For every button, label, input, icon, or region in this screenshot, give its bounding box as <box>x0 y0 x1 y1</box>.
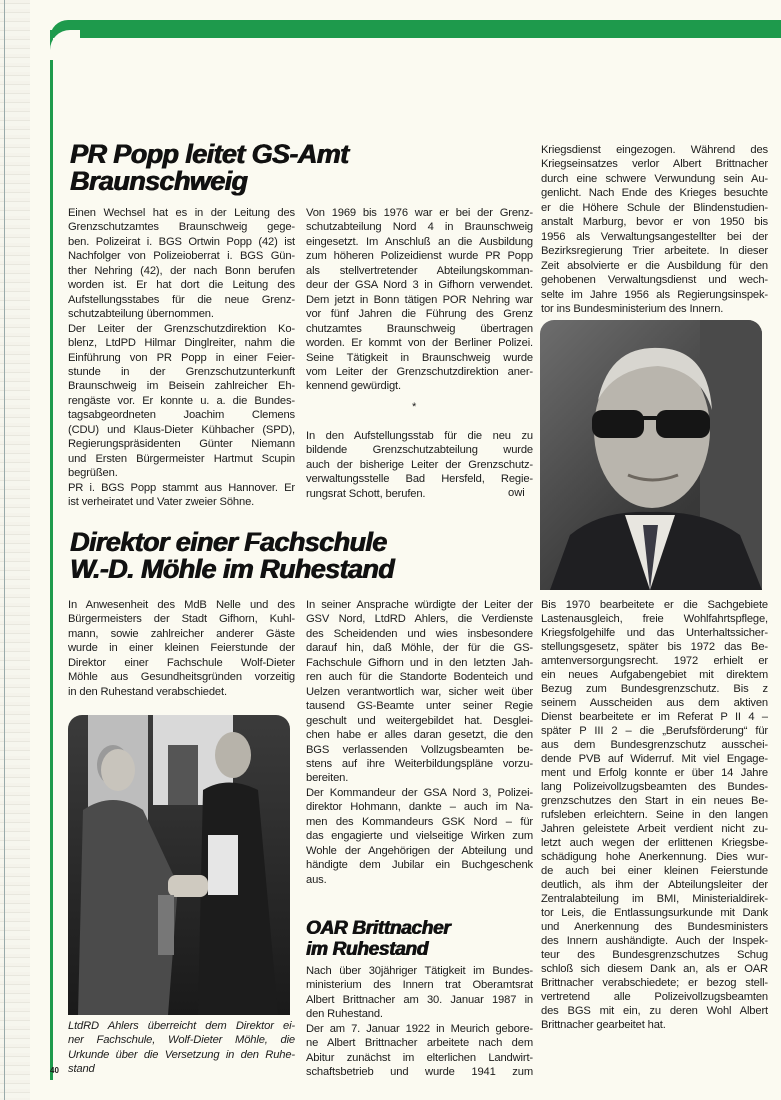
text-line: Kriegsdienst eingezogen. Während des <box>541 144 768 156</box>
text-line: in den Ruhestand verabschiedet. <box>68 685 227 698</box>
text-line: durch eine schwere Verwundung sein Au- <box>541 172 768 185</box>
text-line: des BGS mit ein, zu deren Wohl Albert <box>541 1005 768 1017</box>
green-margin-rule <box>50 30 53 1080</box>
handover-photo <box>68 715 290 1015</box>
text-line: chen habe er alles daran gesetzt, die den <box>306 729 533 742</box>
text-line: ministerium des Innern trat Oberamtsrat <box>306 979 533 992</box>
headline-line: im Ruhestand <box>306 939 429 960</box>
text-line: auch der bisherige Leiter der Grenzschutz- <box>306 458 533 471</box>
text-line: gehobenen Verwaltungsdienst und wech- <box>541 274 768 287</box>
text-line: geschult und weitergebildet hat. Desglei- <box>306 714 533 727</box>
article2-headline <box>70 529 394 583</box>
portrait-illustration <box>540 320 762 590</box>
text-line: In Anwesenheit des MdB Nelle und des <box>68 599 295 611</box>
text-line: BGS verlassenden Vollzugsbeamten be- <box>306 743 533 756</box>
text-line: rengäste vor. Er konnte u. a. die Bundes- <box>68 394 295 407</box>
article2-column2 <box>306 598 533 887</box>
text-line: Abitur zunächst im elterlichen Landwirt- <box>306 1051 533 1064</box>
text-line: aus dem Bundesgrenzschutz ausschei- <box>541 739 768 751</box>
text-line: Bezirksregierung Trier arbeitete. In dieser <box>541 245 768 258</box>
text-line: das engagierte und vielseitige Wirken zum <box>306 830 533 843</box>
headline-line: Braunschweig <box>70 166 248 196</box>
photo-caption <box>68 1019 295 1077</box>
text-line: Bürgermeisters der Stadt Gifhorn, Kuhl- <box>68 613 295 626</box>
text-line: ein neues Aufgabengebiet mit direktem <box>541 669 768 681</box>
text-line: Wohle der Angehörigen der Abteilung und <box>306 844 533 857</box>
text-line: Kriegseinsatzes verlor Albert Brittnacher <box>541 158 768 171</box>
text-line: Uelzen verantwortlich war, sicher weit über <box>306 685 533 698</box>
text-line: Braunschweig im Beisein zahlreicher Eh- <box>68 380 295 393</box>
text-line: ment und Erfolg konnte er über 14 Jahre <box>541 767 768 779</box>
text-line: blenz, LtdPD Hilmar Dinglreiter, nahm die <box>68 337 295 350</box>
text-line: Möhle aus Gesundheitsgründen vorzeitig <box>68 671 295 684</box>
headline-line: OAR Brittnacher <box>306 918 451 939</box>
text-line: Grenzschutzamtes Braunschweig gege- <box>68 221 295 234</box>
text-line: chutzamtes Braunschweig übertragen <box>306 322 533 335</box>
text-line: worden. Er kommt von der Berliner Polizei. <box>306 337 533 350</box>
page-number: 40 <box>50 1066 59 1075</box>
text-line: Der Leiter der Grenzschutzdirektion Ko- <box>68 322 295 335</box>
text-line: Direktor einer Fachschule Wolf-Dieter <box>68 656 295 669</box>
author-signature: owi <box>508 487 525 499</box>
text-line: zum höheren Polizeidienst wurde PR Popp <box>306 250 533 263</box>
text-line: vom Leiter der Grenzschutzdirektion aner- <box>306 365 533 378</box>
text-line: und Ersten Bürgermeister Hartmut Scupin <box>68 452 295 465</box>
text-line: de auch bei einer kleinen Feierstunde <box>541 865 768 877</box>
text-line: stellungsgesetz, später bis 1972 das Be- <box>541 641 768 653</box>
text-line: verwaltungsstelle Bad Hersfeld, Regie- <box>306 473 533 486</box>
article1-column2 <box>306 206 533 394</box>
text-line: tagsabgeordneten Joachim Clemens <box>68 409 295 422</box>
text-line: ren auch für die Standorte Bodenteich und <box>306 671 533 684</box>
text-line: Urkunde über die Versetzung in den Ruhe- <box>68 1048 295 1061</box>
text-line: und Anerkennung des Bundesministers <box>541 921 768 933</box>
headline-line: Direktor einer Fachschule <box>70 527 387 557</box>
text-line: schutzabteilung Nord 4 in Braunschweig <box>306 221 533 234</box>
text-line: schutzabteilung übernommen. <box>68 308 214 321</box>
text-line: Fachschule Gifhorn und in den letzten Jah- <box>306 656 533 669</box>
text-line: vertretend alle Polizeivollzugsbeamten <box>541 991 768 1003</box>
text-line: ner Fachschule, Wolf-Dieter Möhle, die <box>68 1034 295 1047</box>
text-line: Einführung von PR Popp in einer Feier- <box>68 351 295 364</box>
text-line: LtdRD Ahlers überreicht dem Direktor ei- <box>68 1020 295 1032</box>
text-line: Aufstellungsstabes für die neue Grenz- <box>68 293 295 306</box>
text-line: kennend gewürdigt. <box>306 380 401 393</box>
text-line: rufsleben erleichtern. Seine in den langen <box>541 809 768 821</box>
text-line: Dienst bearbeitete er im Referat P II 4 – <box>541 711 768 723</box>
text-line: darauf hin, daß Möhle, der für die GS- <box>306 642 533 655</box>
text-line: ist verheiratet und Vater zweier Söhne. <box>68 496 255 509</box>
text-line: grenzschutzes den Start in ein neues Be- <box>541 795 768 807</box>
text-line: Von 1969 bis 1976 war er bei der Grenz- <box>306 207 533 219</box>
portrait-photo-brittnacher <box>540 320 762 590</box>
text-line: tausend GS-Beamte unter seiner Regie <box>306 700 533 713</box>
text-line: vor fünf Jahren die Führung des Grenz <box>306 308 533 321</box>
text-line: den Ruhestand. <box>306 1008 383 1021</box>
text-line: Nach über 30jähriger Tätigkeit im Bundes- <box>306 965 533 977</box>
text-line: wurde in einer kleinen Feierstunde der <box>68 642 295 655</box>
text-line: er die Höhere Schule der Blindenstudien- <box>541 201 768 214</box>
text-line: tor Leis, die Entlassungsurkunde mit Dank <box>541 907 768 919</box>
text-line: stunde in der Grenzschutzunterkunft <box>68 365 295 378</box>
text-line: des Innern aushändigte. Auch der Inspek- <box>541 935 768 947</box>
article1-headline <box>70 141 348 195</box>
text-line: (CDU) und Klaus-Dieter Kühbacher (SPD), <box>68 423 295 436</box>
text-line: direktor Hohmann, dankte – auch im Na- <box>306 801 533 814</box>
text-line: Seine Tätigkeit in Braunschweig wurde <box>306 351 533 364</box>
text-line: tor ins Bundesministerium des Innern. <box>541 302 724 315</box>
text-line: lang Polizeivollzugsbeamten des Bundes- <box>541 781 768 793</box>
text-line: Jahren geleistete Arbeit verdient nicht zu- <box>541 823 768 835</box>
headline-line: W.-D. Möhle im Ruhestand <box>70 554 395 584</box>
article1-column2-part2 <box>306 429 533 501</box>
text-line: Dem jetzt in Bonn tätigen POR Nehring war <box>306 293 533 306</box>
text-line: 1956 als Verwaltungsangestellter bei der <box>541 230 768 243</box>
text-line: schädigung hohe Anerkennung. Dies wur- <box>541 851 768 863</box>
text-line: Der am 7. Januar 1922 in Meurich gebore- <box>306 1022 533 1035</box>
text-line: Nachfolger von Polizeioberrat i. BGS Gün- <box>68 250 295 263</box>
text-line: eingesetzt. Im Anschluß an die Ausbildung <box>306 235 533 248</box>
article3-headline <box>306 918 450 960</box>
scan-edge-line <box>4 0 5 1100</box>
text-line: Zeit absolvierte er die Ausbildung für den <box>541 259 768 272</box>
text-line: dende PVB auf Widerruf. Mit viel Engage- <box>541 753 768 765</box>
text-line: händigte dem Jubilar ein Buchgeschenk <box>306 859 533 872</box>
text-line: aus. <box>306 873 327 886</box>
section-separator: * <box>412 401 417 413</box>
text-line: ben. Polizeirat i. BGS Ortwin Popp (42) ist <box>68 235 295 248</box>
text-line: Lastenausgleich, freie Wohlfahrtspflege, <box>541 613 768 625</box>
article1-column1 <box>68 206 295 510</box>
text-line: Bis 1970 bearbeitete er die Sachgebiete <box>541 599 768 611</box>
text-line: In den Aufstellungsstab für die neu zu <box>306 430 533 442</box>
text-line: deur der GSA Nord 3 in Gifhorn verwendet. <box>306 279 533 292</box>
text-line: Zentralabteilung im BMI, Ministerialdirek- <box>541 893 768 905</box>
text-line: anstalt Marburg, bevor er von 1950 bis <box>541 216 768 229</box>
text-line: Einen Wechsel hat es in der Leitung des <box>68 207 295 219</box>
text-line: worden ist. Er hat dort die Leitung des <box>68 279 295 292</box>
text-line: Brittnacher gearbeitet hat. <box>541 1019 666 1031</box>
text-line: deutlich, als ihm der Abteilungsleiter der <box>541 879 768 891</box>
text-line: men des Kommandeurs GSK Nord – für <box>306 815 533 828</box>
article3-column2 <box>306 964 533 1080</box>
text-line: Bezug zum Bundesgrenzschutz. Bis z <box>541 683 768 695</box>
text-line: teur des Bundesgrenzschutzes Schug <box>541 949 768 961</box>
text-line: Der Kommandeur der GSA Nord 3, Polizei- <box>306 786 533 799</box>
green-header-bar <box>50 20 781 38</box>
article3-column3-part2 <box>541 598 768 1032</box>
text-line: selte im Jahre 1956 als Regierungsinspek- <box>541 288 768 301</box>
text-line: später P III 2 – die „Berufsförderung“ für <box>541 725 768 737</box>
text-line: des Scheidenden und wies insbesondere <box>306 627 533 640</box>
text-line: rungsrat Schott, berufen. <box>306 487 426 500</box>
text-line: bereiten. <box>306 772 349 785</box>
handover-illustration <box>68 715 290 1015</box>
text-line: genlicht. Nach Ende des Krieges besuchte <box>541 187 768 200</box>
text-line: mann, sowie zahlreicher anderer Gäste <box>68 627 295 640</box>
article2-column1 <box>68 598 295 699</box>
text-line: PR i. BGS Popp stammt aus Hannover. Er <box>68 481 295 494</box>
text-line: begrüßen. <box>68 467 118 480</box>
text-line: letzt auch wegen der erlittenen Kriegsbe- <box>541 837 768 849</box>
text-line: Albert Brittnacher am 30. Januar 1987 in <box>306 993 533 1006</box>
text-line: bildende Grenzschutzabteilung wurde <box>306 444 533 457</box>
text-line: stens auf ihre Weiterbildungspläne vorzu- <box>306 757 533 770</box>
article3-column3-part1 <box>541 143 768 316</box>
text-line: schaftsbetrieb und wurde 1941 zum <box>306 1066 533 1079</box>
text-line: Kriegsfolgehilfe und das Unterhaltssicher- <box>541 627 768 639</box>
text-line: ne Albert Brittnacher arbeitete nach dem <box>306 1037 533 1050</box>
text-line: als stellvertretender Abteilungskomman- <box>306 264 533 277</box>
text-line: Brittnacher verabschiedete; er bezog stell- <box>541 977 768 989</box>
text-line: amtenversorgungsrecht. 1972 erhielt er <box>541 655 768 667</box>
text-line: Regierungspräsidenten Günter Niemann <box>68 438 295 451</box>
text-line: stand <box>68 1063 95 1076</box>
text-line: ther Nehring (42), der nach Bonn berufen <box>68 264 295 277</box>
headline-line: PR Popp leitet GS-Amt <box>70 139 349 169</box>
text-line: seinem Ausscheiden aus dem aktiven <box>541 697 768 709</box>
text-line: schloß sich diesem Dank an, als er OAR <box>541 963 768 975</box>
text-line: GSV Nord, LtdRD Ahlers, die Verdienste <box>306 613 533 626</box>
text-line: In seiner Ansprache würdigte der Leiter der <box>306 599 533 611</box>
